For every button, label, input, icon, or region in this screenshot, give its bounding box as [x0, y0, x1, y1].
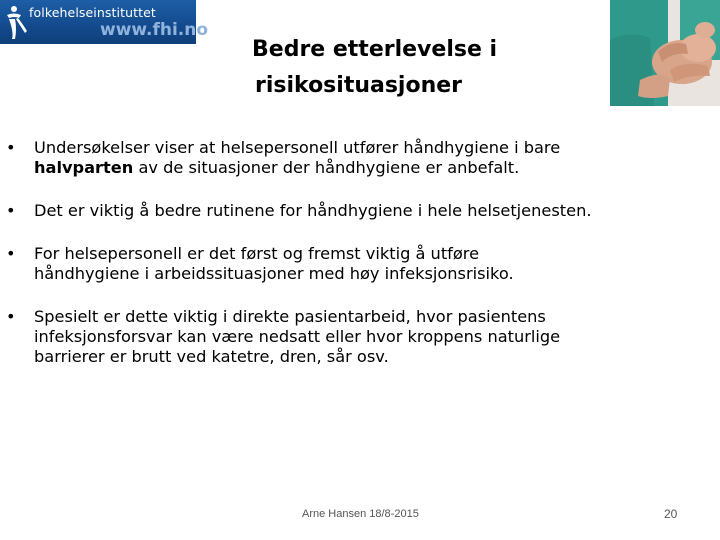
hands-photo-illustration [610, 0, 720, 106]
logo-organization-name: folkehelseinstituttet [29, 5, 156, 20]
bullet-list [0, 138, 690, 390]
bullet-3-line-1: For helsepersonell er det først og fremst viktig å utføre [34, 244, 480, 263]
fhi-logo [0, 0, 209, 44]
bullet-item-4 [0, 307, 690, 367]
bullet-marker: • [6, 201, 16, 220]
hand-hygiene-photo [610, 0, 720, 106]
bullet-4-line-1: Spesielt er dette viktig i direkte pasientarbeid, hvor pasientens [34, 307, 546, 326]
bullet-2-text: Det er viktig å bedre rutinene for håndhygiene i hele helsetjenesten. [34, 201, 592, 220]
bullet-marker: • [6, 307, 16, 326]
bullet-1-line-1: Undersøkelser viser at helsepersonell utfører håndhygiene i bare [34, 138, 561, 157]
bullet-4-line-2: infeksjonsforsvar kan være nedsatt eller hvor kroppens naturlige [34, 327, 561, 346]
slide-title [252, 32, 592, 104]
bullet-1-bold-text: halvparten [34, 158, 134, 177]
bullet-1-line-2: av de situasjoner der håndhygiene er anbefalt. [133, 158, 520, 177]
slide-title-line-2: risikosituasjoner [255, 73, 463, 98]
bullet-3-line-2: håndhygiene i arbeidssituasjoner med høy infeksjonsrisiko. [34, 264, 514, 283]
slide-title-line-1: Bedre etterlevelse i [252, 37, 498, 62]
bullet-item-3 [0, 244, 690, 284]
footer-author-date: Arne Hansen 18/8-2015 [302, 508, 419, 520]
logo-website-url: www.fhi.no [100, 20, 209, 40]
bullet-marker: • [6, 244, 16, 263]
bullet-item-2 [0, 201, 690, 221]
bullet-4-line-3: barrierer er brutt ved katetre, dren, sår osv. [34, 347, 389, 366]
bullet-marker: • [6, 138, 16, 157]
page-number: 20 [664, 507, 678, 521]
bullet-item-1 [0, 138, 690, 178]
fhi-figure-logo-icon [3, 3, 29, 41]
